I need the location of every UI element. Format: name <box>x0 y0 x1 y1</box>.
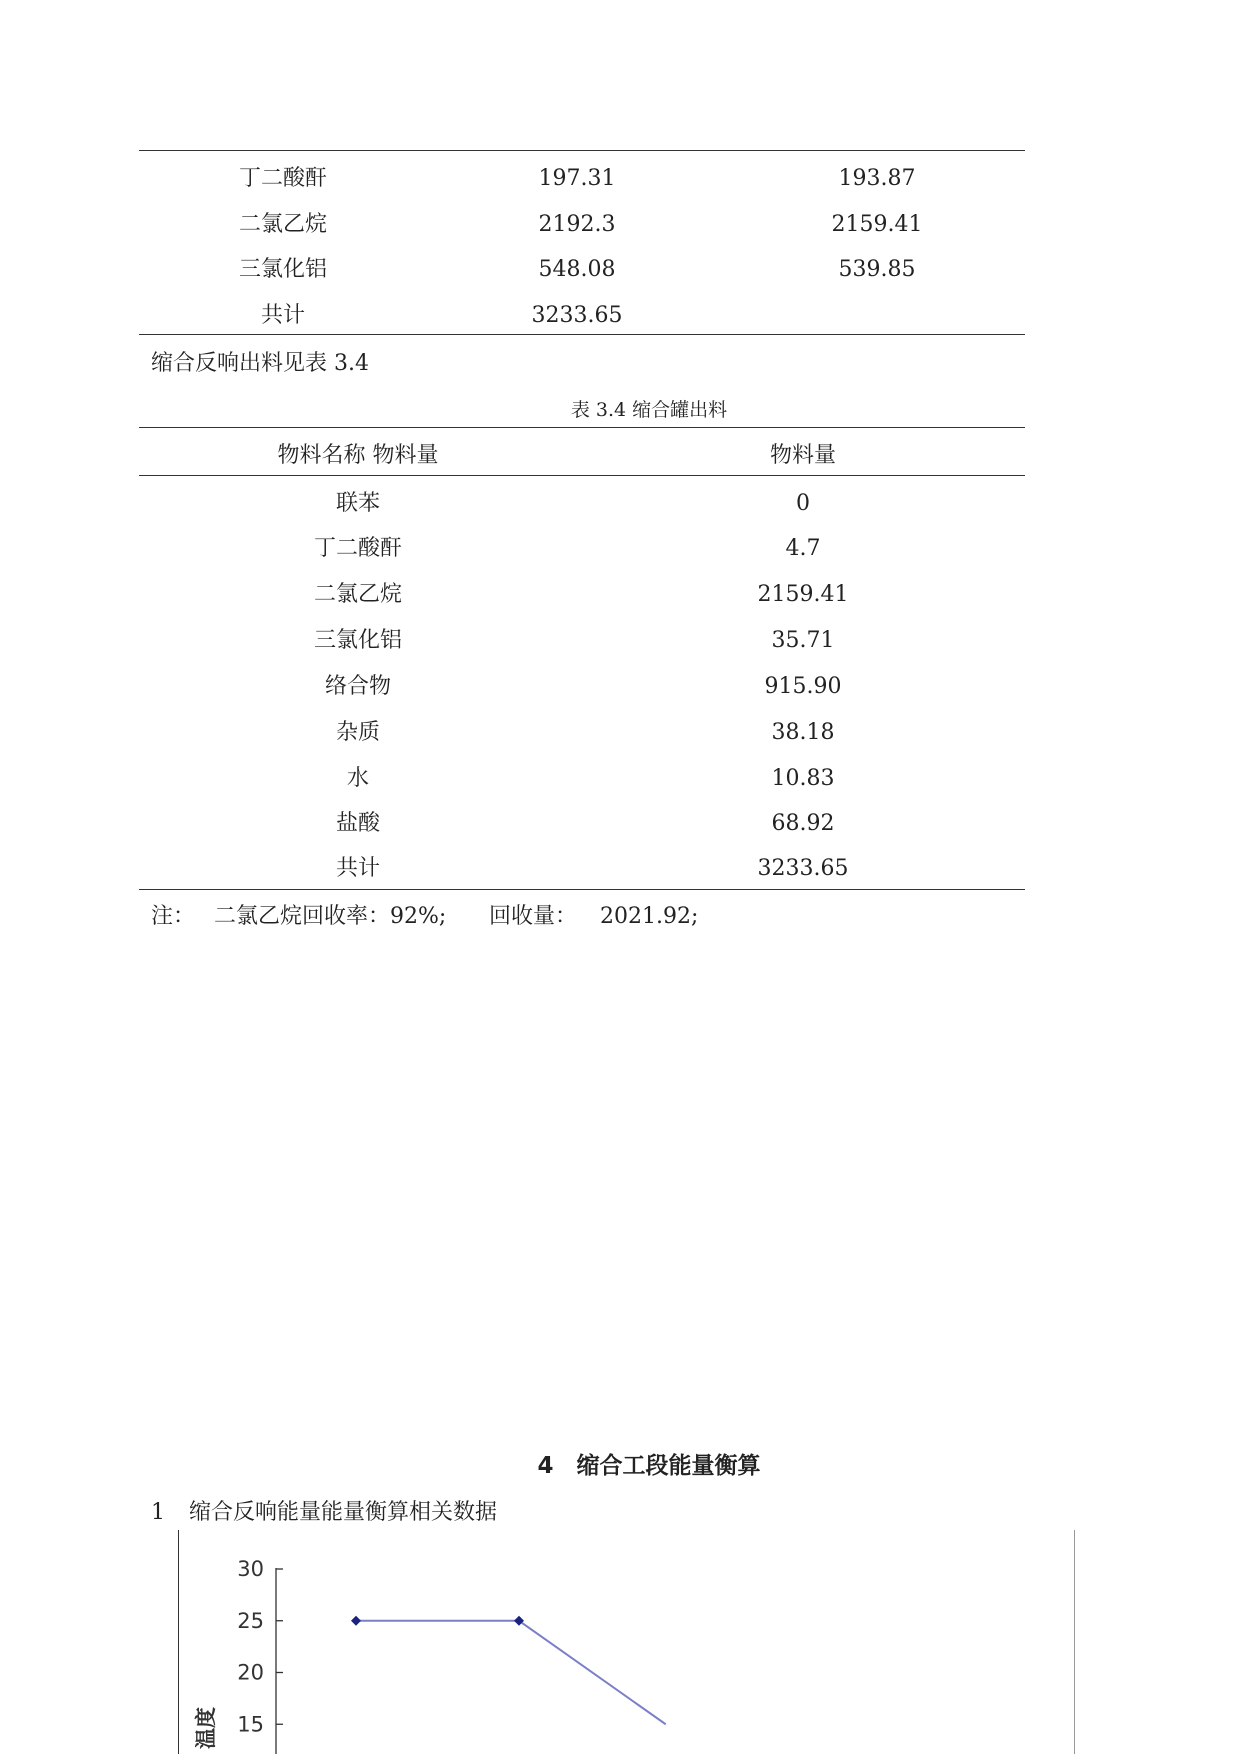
table-row-name: 二氯乙烷 <box>238 212 328 237</box>
series-line <box>356 1621 666 1725</box>
table-34-bottom-rule <box>139 889 1025 890</box>
y-tick-label: 25 <box>237 1608 264 1633</box>
table-row-name: 丁二酸酐 <box>238 166 328 191</box>
table-row-value: 4.7 <box>785 536 821 561</box>
table-row-name: 三氯化铝 <box>238 257 328 282</box>
data-point-marker <box>351 1616 361 1626</box>
y-tick-label: 15 <box>237 1712 264 1737</box>
table-row-value: 35.71 <box>771 628 835 653</box>
table-row-name: 联苯 <box>335 491 381 516</box>
table-header-name: 物料名称 物料量 <box>277 443 439 468</box>
table-top-rule <box>139 150 1025 151</box>
table-row-value: 915.90 <box>764 674 842 699</box>
table-row-in: 3233.65 <box>531 303 623 328</box>
table-row-name: 二氯乙烷 <box>313 582 403 607</box>
chart-frame <box>178 1530 1075 1754</box>
table-header-value: 物料量 <box>769 443 837 468</box>
table-row-out: 2159.41 <box>831 212 923 237</box>
note-recovery-rate: 二氯乙烷回收率：92%; <box>214 904 447 929</box>
note-recovery-value: 2021.92; <box>600 904 699 929</box>
subheading-text: 缩合反响能量能量衡算相关数据 <box>189 1500 498 1525</box>
table-row-in: 548.08 <box>538 257 616 282</box>
table-row-value: 0 <box>796 491 810 516</box>
table-row-out: 539.85 <box>838 257 916 282</box>
table-bottom-rule <box>139 334 1025 335</box>
table-caption: 表 3.4 缩合罐出料 <box>570 399 728 421</box>
table-row-value: 68.92 <box>771 811 835 836</box>
table-row-name: 共计 <box>260 303 306 328</box>
table-row-value: 10.83 <box>771 766 835 791</box>
table-row-name: 共计 <box>335 856 381 881</box>
table-row-name: 水 <box>346 766 370 791</box>
section-heading: 4 缩合工段能量衡算 <box>537 1453 761 1479</box>
table-row-name: 丁二酸酐 <box>313 536 403 561</box>
note-recovery-label: 回收量： <box>489 904 578 929</box>
y-axis-label: 温度 <box>194 1707 218 1749</box>
table-row-name: 三氯化铝 <box>313 628 403 653</box>
table-row-value: 3233.65 <box>757 856 849 881</box>
table-34-top-rule <box>139 427 1025 428</box>
note-label: 注： <box>151 904 196 929</box>
subheading-number: 1 <box>151 1500 165 1525</box>
table-row-value: 2159.41 <box>757 582 849 607</box>
table-row-name: 络合物 <box>324 674 392 699</box>
paragraph-outlet: 缩合反响出料见表 3.4 <box>151 351 369 376</box>
y-tick-label: 30 <box>237 1557 264 1581</box>
table-row-name: 盐酸 <box>335 811 381 836</box>
table-row-value: 38.18 <box>771 720 835 745</box>
table-row-name: 杂质 <box>335 720 381 745</box>
table-row-out: 193.87 <box>838 166 916 191</box>
temperature-chart <box>179 1530 1074 1754</box>
table-34-header-rule <box>139 475 1025 476</box>
table-row-in: 197.31 <box>538 166 616 191</box>
table-row-in: 2192.3 <box>538 212 616 237</box>
y-tick-label: 20 <box>237 1660 264 1685</box>
